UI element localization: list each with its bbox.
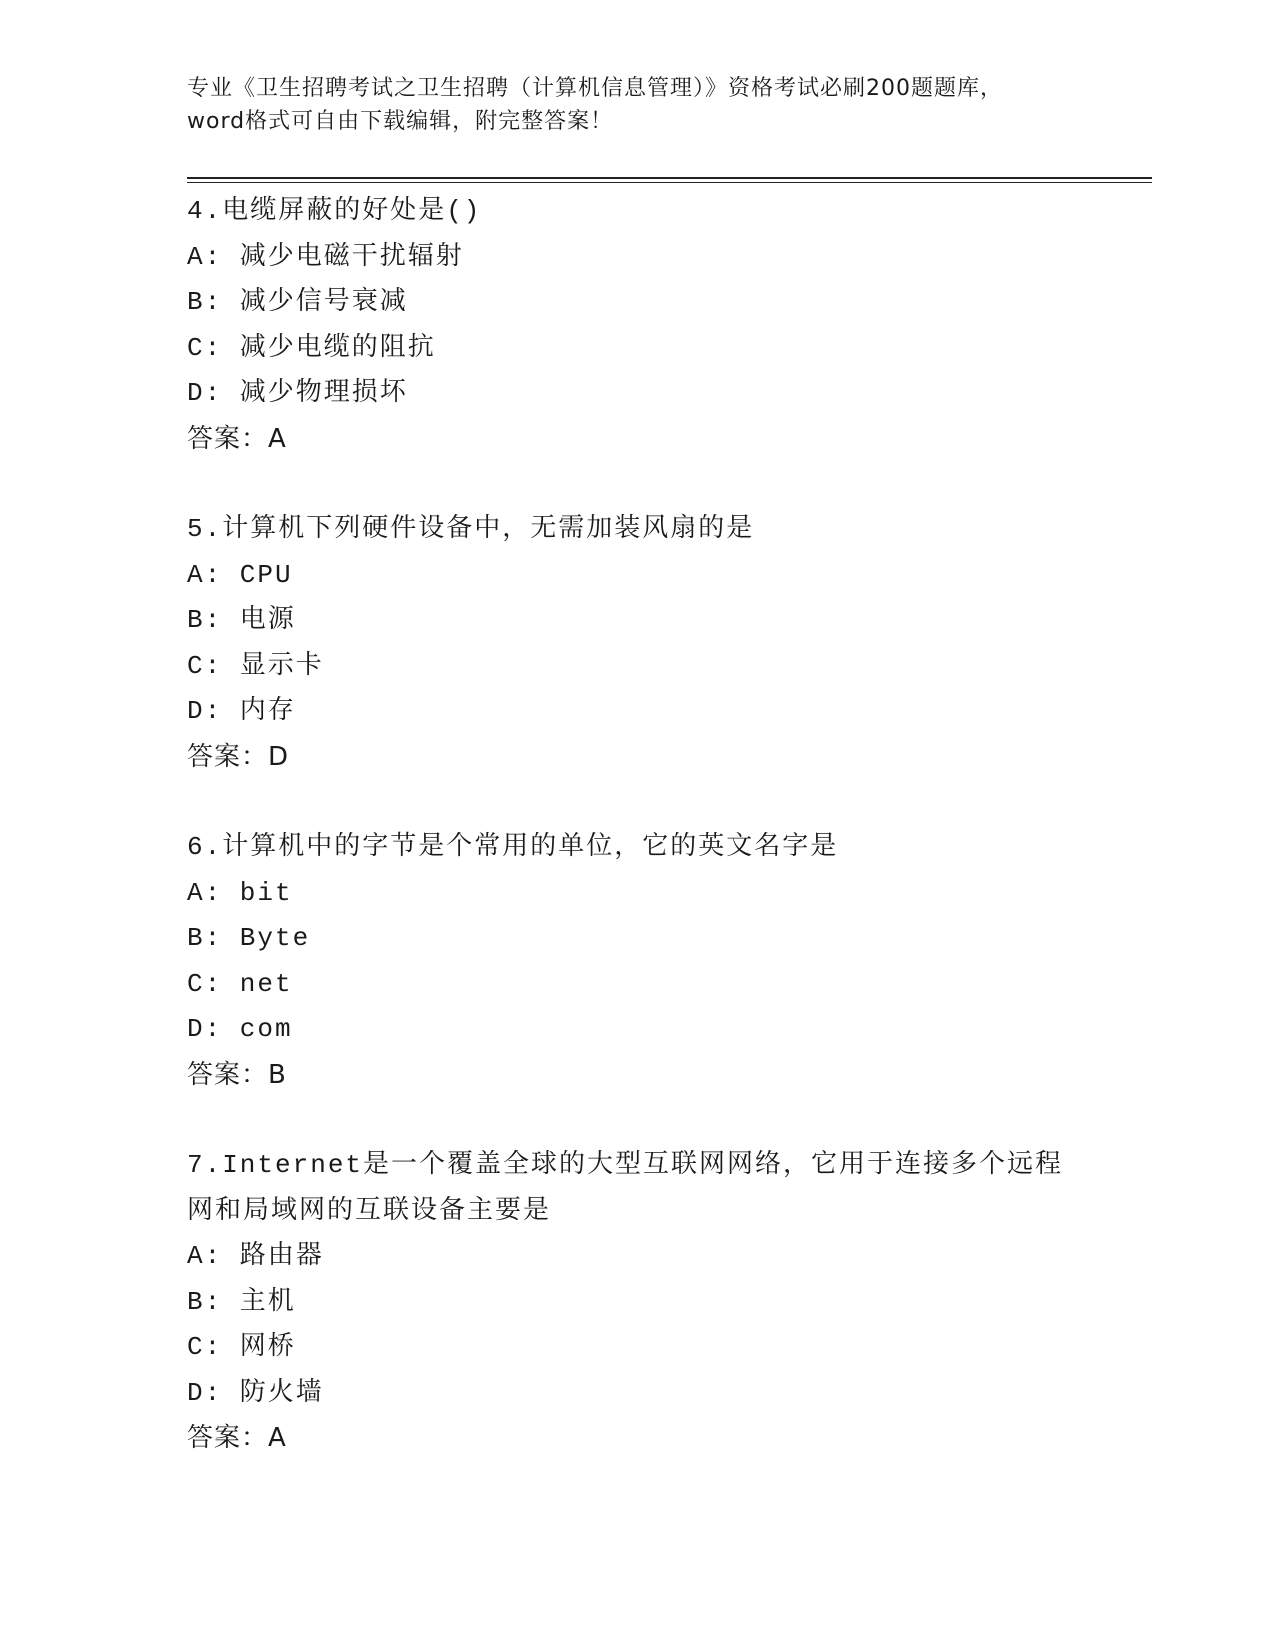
question-text: 4.电缆屏蔽的好处是() [187,196,482,226]
option-a: A: 路由器 [187,1241,324,1271]
option-a: A: CPU [187,559,293,590]
header-line-2: word格式可自由下载编辑，附完整答案！ [187,109,614,134]
option-d: D: 内存 [187,696,296,726]
header-divider-thin [187,182,1152,183]
option-c: C: 网桥 [187,1332,296,1362]
option-b: B: 减少信号衰减 [187,287,408,317]
option-d: D: 防火墙 [187,1377,324,1408]
option-d: D: 减少物理损坏 [187,378,408,408]
option-b: B: Byte [187,923,311,953]
option-c: C: net [187,968,293,999]
question-4 [187,189,1107,462]
question-6 [187,825,1107,1098]
header-divider-thick [187,177,1152,179]
answer-line: 答案：A [187,1423,287,1453]
document-header [187,72,1087,138]
option-d: D: com [187,1014,293,1044]
option-c: C: 减少电缆的阻抗 [187,332,436,363]
question-7 [187,1143,1107,1462]
question-text-line-1: 7.Internet是一个覆盖全球的大型互联网网络，它用于连接多个远程 [187,1150,1064,1180]
option-a: A: 减少电磁干扰辐射 [187,241,464,272]
option-b: B: 主机 [187,1286,296,1317]
option-a: A: bit [187,877,293,908]
answer-line: 答案：D [187,741,290,772]
answer-line: 答案：B [187,1059,287,1090]
question-5 [187,507,1107,780]
question-text: 5.计算机下列硬件设备中，无需加装风扇的是 [187,514,755,544]
question-text: 6.计算机中的字节是个常用的单位，它的英文名字是 [187,832,839,862]
question-list [187,189,1107,1507]
answer-line: 答案：A [187,423,287,454]
question-text-line-2: 网和局域网的互联设备主要是 [187,1195,552,1226]
header-line-1: 专业《卫生招聘考试之卫生招聘（计算机信息管理）》资格考试必刷200题题库， [187,76,1003,101]
option-c: C: 显示卡 [187,650,324,681]
option-b: B: 电源 [187,605,296,635]
